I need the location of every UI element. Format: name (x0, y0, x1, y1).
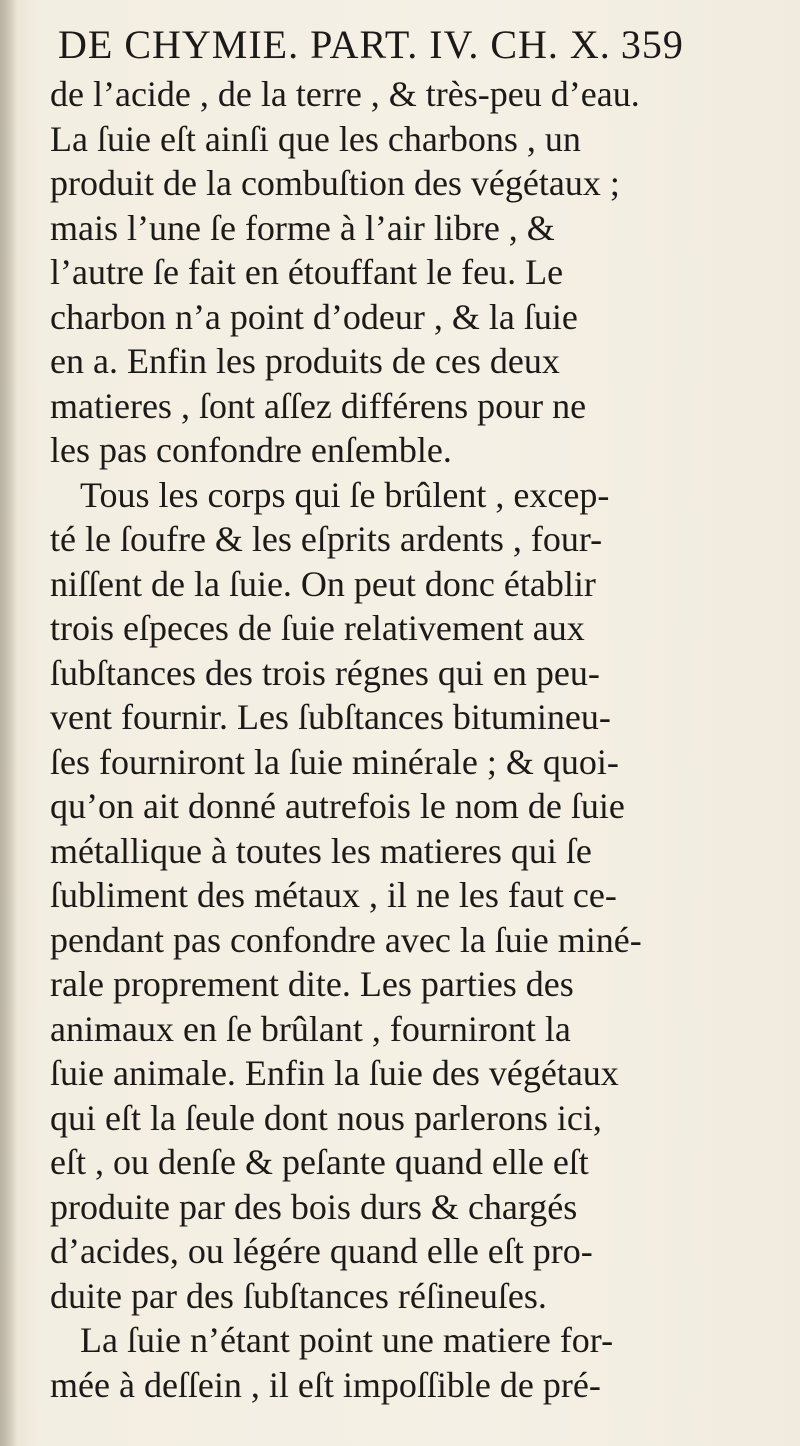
paragraph-start-line: La ſuie n’étant point une matiere for- (80, 1320, 614, 1360)
text-line: charbon n’a point d’odeur , & la ſuie (50, 296, 578, 337)
text-line: produite par des bois durs & chargés (50, 1186, 578, 1227)
text-line: rale proprement dite. Les parties des (50, 964, 574, 1004)
running-title: DE CHYMIE. PART. IV. CH. X. (58, 22, 611, 67)
text-line: produit de la combuſtion des végétaux ; (50, 163, 620, 203)
text-line: qu’on ait donné autrefois le nom de ſuie (50, 786, 625, 826)
text-line: qui eſt la ſeule dont nous parlerons ici, (50, 1097, 602, 1138)
text-line: La ſuie eſt ainſi que les charbons , un (50, 118, 581, 159)
body-text (50, 72, 770, 1407)
binding-gutter (0, 0, 18, 1446)
text-line: vent fournir. Les ſubſtances bitumineu- (50, 697, 611, 737)
text-line: té le ſoufre & les eſprits ardents , four- (50, 519, 603, 559)
text-line: duite par des ſubſtances réſineuſes. (50, 1275, 547, 1316)
text-line: niſſent de la ſuie. On peut donc établir (50, 563, 596, 604)
text-line: en a. Enfin les produits de ces deux (50, 341, 560, 381)
text-line: ſes fourniront la ſuie minérale ; & quoi- (50, 741, 619, 782)
text-line: mais l’une ſe forme à l’air libre , & (50, 207, 555, 248)
text-line: les pas confondre enſemble. (50, 430, 452, 470)
text-line: métallique à toutes les matieres qui ſe (50, 830, 592, 871)
text-line: matieres , ſont aſſez différens pour ne (50, 385, 587, 426)
text-line: d’acides, ou légére quand elle eſt pro- (50, 1231, 593, 1271)
page-number: 359 (620, 22, 684, 67)
text-line: l’autre ſe fait en étouffant le feu. Le (50, 252, 564, 292)
text-line: eſt , ou denſe & peſante quand elle eſt (50, 1142, 589, 1182)
text-line: ſubſtances des trois régnes qui en peu- (50, 652, 600, 693)
paragraph-start-line: Tous les corps qui ſe brûlent , excep- (80, 474, 610, 515)
text-line: animaux en ſe brûlant , fourniront la (50, 1008, 571, 1049)
text-line: de l’acide , de la terre , & très-peu d’eau. (50, 74, 640, 114)
text-line: mée à deſſein , il eſt impoſſible de pré- (50, 1364, 601, 1405)
text-line: trois eſpeces de ſuie relativement aux (50, 608, 585, 648)
text-line: ſuie animale. Enfin la ſuie des végétaux (50, 1053, 619, 1093)
text-line: pendant pas confondre avec la ſuie miné- (50, 919, 642, 960)
text-line: ſubliment des métaux , il ne les faut ce- (50, 875, 617, 915)
running-head (58, 20, 758, 70)
